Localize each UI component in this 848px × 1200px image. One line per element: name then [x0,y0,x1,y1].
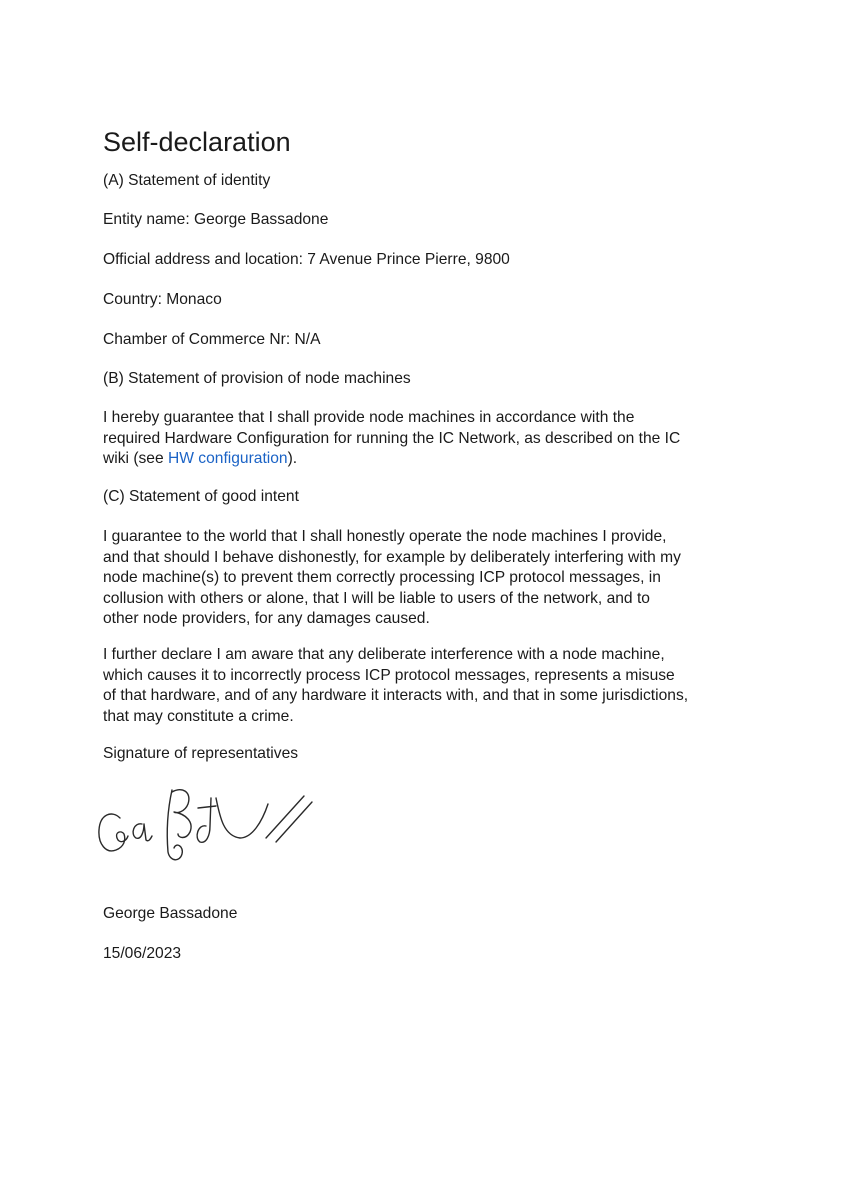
paragraph-line: and that should I behave dishonestly, for example by deliberately interfering with my [103,548,681,566]
section-c-paragraph-2 [103,645,763,727]
section-b-heading: (B) Statement of provision of node machines [103,370,411,387]
page-title: Self-declaration [103,127,291,157]
official-address: Official address and location: 7 Avenue Prince Pierre, 9800 [103,251,510,268]
paragraph-line: collusion with others or alone, that I will be liable to users of the network, and to [103,589,650,607]
hw-configuration-link[interactable]: HW configuration [168,450,288,467]
paragraph-line: I hereby guarantee that I shall provide node machines in accordance with the [103,409,635,426]
paragraph-line: node machine(s) to prevent them correctly processing ICP protocol messages, in [103,569,661,586]
paragraph-line: that may constitute a crime. [103,707,294,725]
paragraph-line [103,449,763,470]
signature-label: Signature of representatives [103,745,299,762]
paragraph-line: I further declare I am aware that any deliberate interference with a node machine, [103,646,665,663]
section-c-heading: (C) Statement of good intent [103,488,299,505]
signatory-name: George Bassadone [103,905,238,922]
entity-name: Entity name: George Bassadone [103,211,329,228]
paragraph-line: I guarantee to the world that I shall honestly operate the node machines I provide, [103,528,667,545]
link-suffix: ). [287,450,298,467]
paragraph-line: required Hardware Configuration for running the IC Network, as described on the IC [103,429,681,447]
paragraph-line: which causes it to incorrectly process ICP protocol messages, represents a misuse [103,666,675,684]
section-b-paragraph [103,408,763,470]
chamber-of-commerce: Chamber of Commerce Nr: N/A [103,331,321,348]
handwritten-signature [90,778,320,878]
signature-date: 15/06/2023 [103,945,182,962]
link-prefix: wiki (see [103,450,168,467]
section-a-heading: (A) Statement of identity [103,172,271,189]
section-c-paragraph-1 [103,527,763,630]
paragraph-line: of that hardware, and of any hardware it interacts with, and that in some jurisdictions, [103,687,689,704]
paragraph-line: other node providers, for any damages caused. [103,610,430,627]
country: Country: Monaco [103,291,222,308]
